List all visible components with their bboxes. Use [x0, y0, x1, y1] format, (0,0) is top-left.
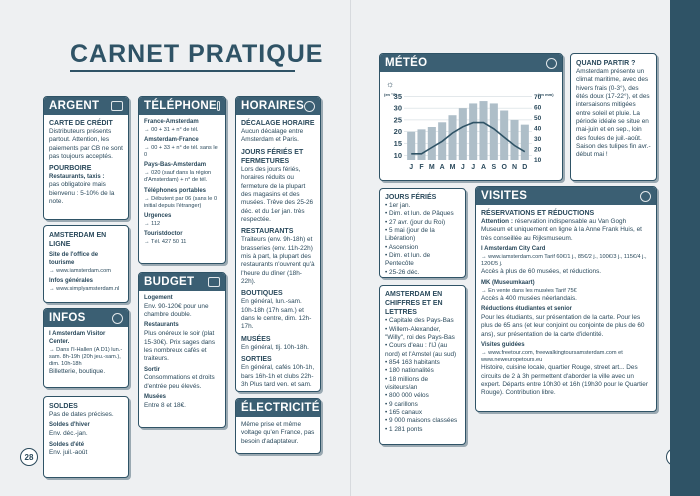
- month-label: D: [522, 164, 528, 171]
- telephone-header: TÉLÉPHONE: [144, 100, 217, 112]
- soldes-summer-text: Env. juil.-août: [49, 449, 88, 457]
- rain-bar: [407, 132, 415, 160]
- tel-doctor-label: Touristdoctor: [144, 231, 183, 238]
- rain-bar: [417, 129, 425, 160]
- visites-citycard-label: I Amsterdam City Card: [481, 246, 546, 253]
- chiffres-header: AMSTERDAM EN CHIFFRES ET EN LETTRES: [385, 291, 443, 317]
- horaires-jetlag-heading: DÉCALAGE HORAIRE: [241, 120, 315, 127]
- jours-feries-item: • Dim. et lun. de Pâques: [385, 210, 460, 218]
- sun-icon: ☼: [386, 79, 395, 89]
- electricite-box: [235, 398, 321, 454]
- infos-center-services: Billetterie, boutique.: [49, 368, 106, 376]
- visites-discounts-text: Pour les étudiants, sur présentation de la carte. Pour les plus de 65 ans (et leur conjoint ou conjointe de plus de 60 ans), sur présentation de la carte d'identité.: [481, 313, 645, 338]
- horaires-shops-text: En général, lun.-sam. 10h-18h (17h sam.) et dans le centre, dim. 12h-17h.: [241, 298, 312, 331]
- soldes-header: SOLDES: [49, 403, 78, 410]
- chiffres-item: • 165 canaux: [385, 409, 460, 417]
- tel-ams-fr-label: Amsterdam-France: [144, 137, 199, 144]
- info-icon: [112, 313, 123, 324]
- chiffres-box: [379, 285, 466, 445]
- telephone-box: [138, 96, 226, 264]
- soldes-summer-label: Soldes d'été: [49, 441, 85, 448]
- month-label: F: [419, 164, 424, 171]
- budget-nightlife-text: Consommations et droits d'entrée peu élevés.: [144, 374, 215, 390]
- tel-doctor-text: → Tél. 427 50 11: [144, 238, 187, 245]
- tel-nl-ams-text: → 020 (sauf dans la région d'Amsterdam) + n° de tél.: [144, 170, 212, 184]
- online-site-label: Site de l'office de tourisme: [49, 252, 99, 266]
- chiffres-item: • 854 163 habitants: [385, 359, 460, 367]
- budget-lodging-label: Logement: [144, 295, 173, 301]
- infos-box: [43, 308, 129, 388]
- month-label: J: [409, 164, 414, 171]
- online-header: AMSTERDAM EN LIGNE: [49, 232, 107, 249]
- rain-tick-label: 30: [534, 136, 542, 143]
- month-label: J: [460, 164, 465, 171]
- tel-emergency-text: → 112: [144, 220, 161, 227]
- quand-partir-header: QUAND PARTIR ?: [576, 60, 636, 67]
- visites-header: VISITES: [481, 190, 528, 202]
- rain-bar: [510, 120, 518, 160]
- online-box: [43, 225, 129, 303]
- clock-icon: [304, 101, 315, 112]
- location-pin-icon: [640, 191, 651, 202]
- horaires-restaurants-text: Traiteurs (env. 9h-18h) et brasseries (env. 11h-22h) mis à part, la plupart des restaurants n'ouvrent qu'à l'heure du dîner (18h-22h).: [241, 236, 315, 285]
- rain-tick-label: 20: [534, 146, 542, 154]
- right-page: [350, 0, 700, 496]
- meteo-unit-left: (en °C): [384, 92, 397, 97]
- y-tick-label: 20: [393, 127, 402, 137]
- chiffres-item: • Cours d'eau : l'IJ (au nord) et l'Amstel (au sud): [385, 342, 460, 359]
- visites-guided-links[interactable]: → www.freetour.com, freewalkingtoursamsterdam.com et www.neweuropetours.eu: [481, 349, 623, 363]
- page-number-left: 28: [20, 448, 38, 466]
- argent-credit-heading: CARTE DE CRÉDIT: [49, 120, 113, 127]
- y-tick-label: 25: [393, 115, 402, 125]
- infos-header: INFOS: [49, 312, 86, 324]
- quand-partir-text: Amsterdam présente un climat maritime, avec des hivers frais (0-3°), des étés doux (17-22°), et des intersaisons mitigées entre soleil et pluie. La période idéale se situe en mai-juin et en sep., loin des foules de juil.-août. Saison des tulipes fin avr.-début mai !: [576, 68, 651, 159]
- horaires-holidays-text: Lors des jours fériés, horaires réduits ou fermeture de la plupart des magasins et des musées. Trêve des 25-26 déc. et du 1er jan. très respectée.: [241, 165, 314, 223]
- visites-warning-text: réservation indispensable au Van Gogh Museum et uniquement en ligne à la Anne Frank Huis, et très conseillée au Rijksmuseum.: [481, 218, 642, 242]
- month-label: A: [480, 164, 487, 171]
- horaires-header: HORAIRES: [241, 100, 305, 112]
- month-label: M: [449, 164, 456, 171]
- infos-center-hours: → Dans l'I-Hallen (A D1) lun.-sam. 8h-19h (20h jeu.-sam.), dim. 10h-18h: [49, 346, 123, 368]
- chiffres-item: • 9 carillons: [385, 401, 460, 409]
- chiffres-item: • Willem-Alexander, "Willy", roi des Pays-Bas: [385, 326, 460, 343]
- budget-nightlife-label: Sortir: [144, 366, 161, 373]
- soldes-box: [43, 396, 129, 478]
- jours-feries-item: • Ascension: [385, 244, 460, 252]
- visites-citycard-text: Accès à plus de 60 musées, et réductions.: [481, 268, 602, 276]
- budget-lodging-text: Env. 90-120€ pour une chambre double.: [144, 302, 209, 319]
- tel-fr-ams-label: France-Amsterdam: [144, 119, 199, 125]
- rain-tick-label: 50: [534, 115, 542, 122]
- rain-bar: [479, 101, 487, 160]
- electricite-header: ÉLECTRICITÉ: [241, 402, 320, 414]
- sidebar-strip: [670, 0, 700, 496]
- visites-reservations-heading: RÉSERVATIONS ET RÉDUCTIONS: [481, 210, 595, 217]
- y-tick-label: 35: [393, 91, 402, 101]
- month-label: M: [428, 164, 435, 171]
- horaires-box: [235, 96, 321, 392]
- rain-bar: [469, 103, 477, 160]
- jours-feries-item: • Dim. et lun. de Pentecôte: [385, 252, 460, 269]
- chiffres-item: • 800 000 vélos: [385, 392, 460, 400]
- infos-center-label: I Amsterdam Visitor Center.: [49, 331, 106, 345]
- month-label: S: [491, 164, 497, 171]
- y-tick-label: 30: [393, 103, 402, 113]
- rain-bar: [521, 125, 529, 160]
- chiffres-item: • 180 nationalités: [385, 367, 460, 375]
- money-icon: [208, 277, 220, 287]
- visites-mk-label: MK (Museumkaart): [481, 279, 535, 286]
- lightning-icon: [320, 403, 321, 413]
- online-info-link[interactable]: → www.simplyamsterdam.nl: [49, 285, 120, 292]
- wallet-icon: [111, 101, 123, 111]
- budget-museums-label: Musées: [144, 394, 167, 401]
- visites-warning-label: Attention :: [481, 218, 513, 226]
- visites-box: [475, 186, 657, 412]
- month-label: N: [511, 164, 518, 171]
- horaires-nightlife-heading: SORTIES: [241, 356, 272, 364]
- argent-credit-text: Distributeurs présents partout. Attention, les paiements par CB ne sont pas toujours acceptés.: [49, 128, 123, 161]
- chiffres-item: • 9 000 maisons classées: [385, 417, 460, 425]
- rain-tick-label: 10: [534, 157, 542, 164]
- visites-guided-label: Visites guidées: [481, 341, 525, 348]
- rain-tick-label: 70: [534, 94, 542, 101]
- horaires-jetlag-text: Aucun décalage entre Amsterdam et Paris.: [241, 128, 304, 144]
- soldes-winter-label: Soldes d'hiver: [49, 422, 90, 429]
- chiffres-item: • 18 millions de visiteurs/an: [385, 376, 460, 393]
- online-info-label: Infos générales: [49, 278, 94, 285]
- chiffres-item: • Capitale des Pays-Bas: [385, 317, 460, 325]
- rain-tick-label: 40: [534, 125, 542, 133]
- tel-mobile-label: Téléphones portables: [144, 187, 207, 194]
- argent-header: ARGENT: [49, 100, 100, 112]
- visites-discounts-label: Réductions étudiantes et senior: [481, 306, 573, 313]
- jours-feries-item: • 1er jan.: [385, 202, 460, 210]
- budget-restaurants-label: Restaurants: [144, 322, 179, 329]
- budget-box: [138, 272, 226, 428]
- horaires-restaurants-heading: RESTAURANTS: [241, 228, 294, 236]
- budget-restaurants-text: Plus onéreux le soir (plat 15-30€). Prix sages dans les nombreux cafés et traiteurs.: [144, 330, 216, 363]
- visites-guided-text: Histoire, cuisine locale, quartier Rouge, street art... Des circuits de 2 à 3h permettent d'aborder la ville avec un expert. Départs entre 10h30 et 16h (19h30 pour le Quartier Rouge). Contribution libre.: [481, 364, 648, 397]
- visites-mk-text: Accès à 400 musées néerlandais.: [481, 294, 577, 302]
- month-label: J: [471, 164, 476, 171]
- chiffres-item: • 1 281 ponts: [385, 426, 460, 434]
- visites-citycard-price[interactable]: → www.iamsterdam.com Tarif 60€/1 j., 85€/2 j., 100€/3 j., 115€/4 j., 120€/5 j.: [481, 253, 647, 268]
- tel-emergency-label: Urgences: [144, 213, 172, 220]
- horaires-museums-text: En général, tlj. 10h-18h.: [241, 343, 309, 351]
- argent-tip-text: pas obligatoire mais bienvenu : 5-10% de la note.: [49, 181, 115, 205]
- budget-museums-text: Entre 8 et 18€.: [144, 401, 186, 409]
- horaires-museums-heading: MUSÉES: [241, 335, 271, 343]
- budget-header: BUDGET: [144, 276, 195, 288]
- argent-tip-sub: Restaurants, taxis :: [49, 173, 105, 180]
- tel-fr-ams-text: → 00 + 31 + n° de tél.: [144, 126, 199, 133]
- argent-tip-heading: POURBOIRE: [49, 165, 92, 173]
- horaires-holidays-heading: JOURS FÉRIÉS ET FERMETURES: [241, 148, 304, 165]
- soldes-winter-text: Env. déc.-jan.: [49, 430, 88, 438]
- argent-box: [43, 96, 129, 220]
- rain-bar: [459, 108, 467, 160]
- tel-ams-fr-text: → 00 + 33 + n° de tél. sans le 0: [144, 144, 218, 159]
- cloud-icon: [546, 58, 557, 69]
- jours-feries-item: • 25-26 déc.: [385, 269, 460, 277]
- y-tick-label: 15: [393, 139, 402, 148]
- rain-tick-label: 60: [534, 104, 542, 112]
- month-label: O: [501, 164, 507, 171]
- visites-mk-price: → En vente dans les musées Tarif 75€: [481, 287, 577, 294]
- meteo-unit-right: (en mm): [538, 92, 554, 97]
- soldes-intro: Pas de dates précises.: [49, 411, 114, 419]
- rain-bar: [448, 115, 456, 160]
- jours-feries-box: [379, 188, 466, 278]
- electricite-text: Même prise et même voltage qu'en France, pas besoin d'adaptateur.: [241, 421, 315, 445]
- meteo-chart: [380, 72, 563, 181]
- horaires-shops-heading: BOUTIQUES: [241, 290, 283, 298]
- month-label: A: [439, 164, 445, 171]
- page-title: CARNET PRATIQUE: [70, 40, 324, 68]
- jours-feries-item: • 27 avr. (jour du Roi): [385, 219, 460, 227]
- jours-feries-header: JOURS FÉRIÉS: [385, 194, 437, 201]
- meteo-header: MÉTÉO: [385, 57, 428, 69]
- tel-mobile-text: → Débutent par 06 (sans le 0 initial depuis l'étranger): [144, 195, 218, 209]
- y-tick-label: 10: [393, 150, 402, 160]
- rain-bar: [428, 127, 436, 160]
- quand-partir-box: [570, 53, 657, 181]
- online-site-link[interactable]: → www.iamsterdam.com: [49, 267, 111, 274]
- meteo-box: [379, 53, 563, 181]
- title-rule: [70, 70, 295, 72]
- phone-icon: [217, 101, 220, 111]
- horaires-nightlife-text: En général, cafés 10h-1h, bars 16h-1h et clubs 22h-3h Plus tard ven. et sam.: [241, 364, 315, 388]
- jours-feries-item: • 5 mai (jour de la Libération): [385, 227, 460, 244]
- tel-nl-ams-label: Pays-Bas-Amsterdam: [144, 162, 207, 169]
